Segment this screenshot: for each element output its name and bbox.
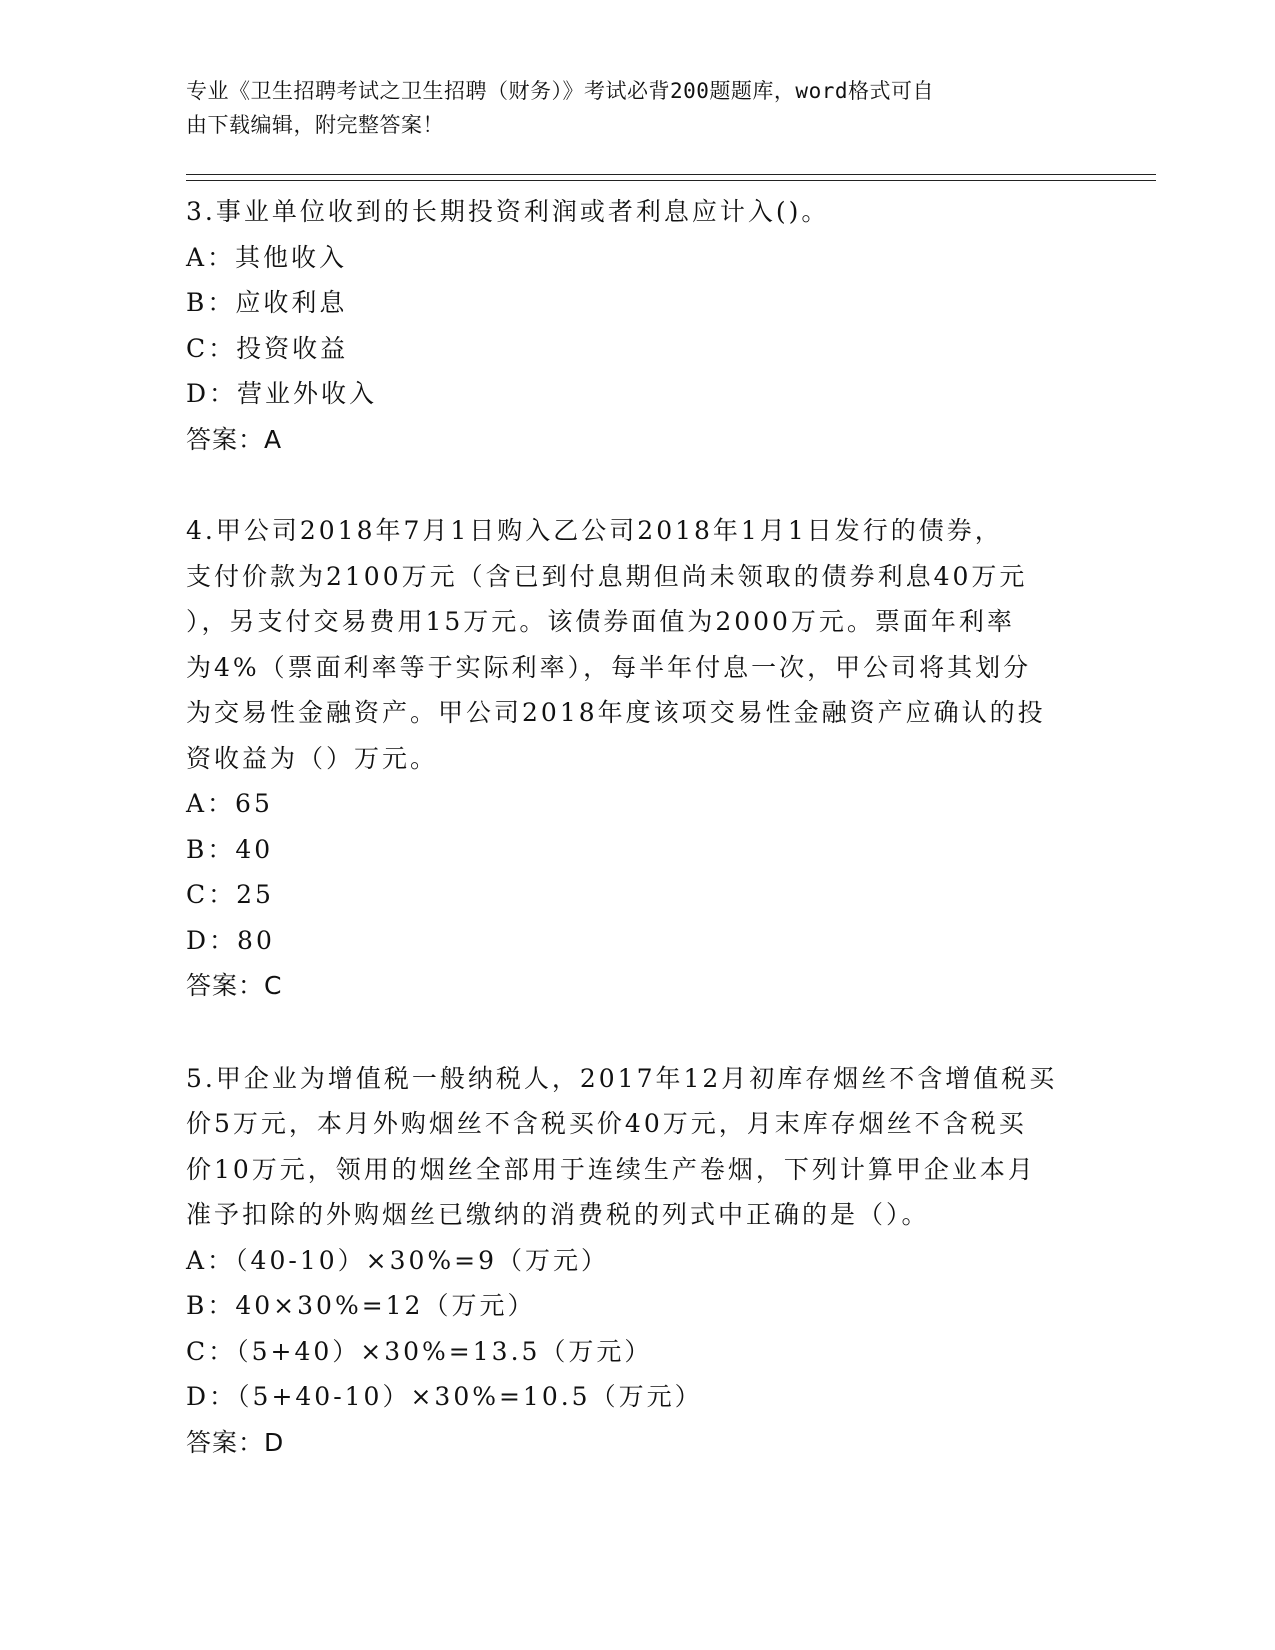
question-stem-line: 为4%（票面利率等于实际利率），每半年付息一次，甲公司将其划分 bbox=[186, 652, 1032, 682]
spacer bbox=[186, 1009, 1086, 1056]
question-stem-line: ），另支付交易费用15万元。该债券面值为2000万元。票面年利率 bbox=[186, 607, 1015, 636]
question-list bbox=[186, 189, 1086, 1465]
question-stem: 3.事业单位收到的长期投资利润或者利息应计入()。 bbox=[186, 197, 830, 226]
header-line-1: 专业《卫生招聘考试之卫生招聘（财务）》考试必背200题题库，word格式可自 bbox=[186, 79, 934, 103]
answer: 答案：C bbox=[186, 971, 283, 1000]
question-stem-line: 价10万元，领用的烟丝全部用于连续生产卷烟，下列计算甲企业本月 bbox=[186, 1154, 1036, 1184]
question-stem-line: 资收益为（）万元。 bbox=[186, 743, 439, 773]
question-stem-line: 4.甲公司2018年7月1日购入乙公司2018年1月1日发行的债券， bbox=[186, 516, 1003, 545]
question-4 bbox=[186, 508, 1086, 1009]
option-c: C：（5+40）×30%=13.5（万元） bbox=[186, 1336, 653, 1366]
header-line-2: 由下载编辑，附完整答案！ bbox=[186, 113, 444, 137]
option-a: A：其他收入 bbox=[186, 242, 348, 272]
option-a: A：（40-10）×30%=9（万元） bbox=[186, 1245, 609, 1275]
question-stem-line: 准予扣除的外购烟丝已缴纳的消费税的列式中正确的是（）。 bbox=[186, 1200, 930, 1229]
option-d: D：营业外收入 bbox=[186, 379, 378, 408]
option-b: B：应收利息 bbox=[186, 288, 348, 317]
question-5 bbox=[186, 1056, 1086, 1466]
answer: 答案：D bbox=[186, 1427, 285, 1457]
header-divider-bottom bbox=[186, 180, 1156, 181]
spacer bbox=[186, 462, 1086, 508]
option-a: A：65 bbox=[186, 789, 273, 818]
question-3 bbox=[186, 189, 1086, 462]
question-stem-line: 价5万元，本月外购烟丝不含税买价40万元，月末库存烟丝不含税买 bbox=[186, 1109, 1027, 1138]
question-stem-line: 为交易性金融资产。甲公司2018年度该项交易性金融资产应确认的投 bbox=[186, 698, 1046, 727]
answer: 答案：A bbox=[186, 424, 283, 454]
option-d: D：80 bbox=[186, 925, 275, 955]
option-c: C：投资收益 bbox=[186, 333, 349, 363]
document-header bbox=[186, 74, 1066, 142]
option-d: D：（5+40-10）×30%=10.5（万元） bbox=[186, 1382, 703, 1411]
question-stem-line: 5.甲企业为增值税一般纳税人，2017年12月初库存烟丝不含增值税买 bbox=[186, 1063, 1058, 1093]
option-b: B：40×30%=12（万元） bbox=[186, 1291, 536, 1320]
option-b: B：40 bbox=[186, 834, 274, 864]
header-divider-top bbox=[186, 174, 1156, 175]
question-stem-line: 支付价款为2100万元（含已到付息期但尚未领取的债券利息40万元 bbox=[186, 561, 1028, 591]
option-c: C：25 bbox=[186, 880, 274, 909]
